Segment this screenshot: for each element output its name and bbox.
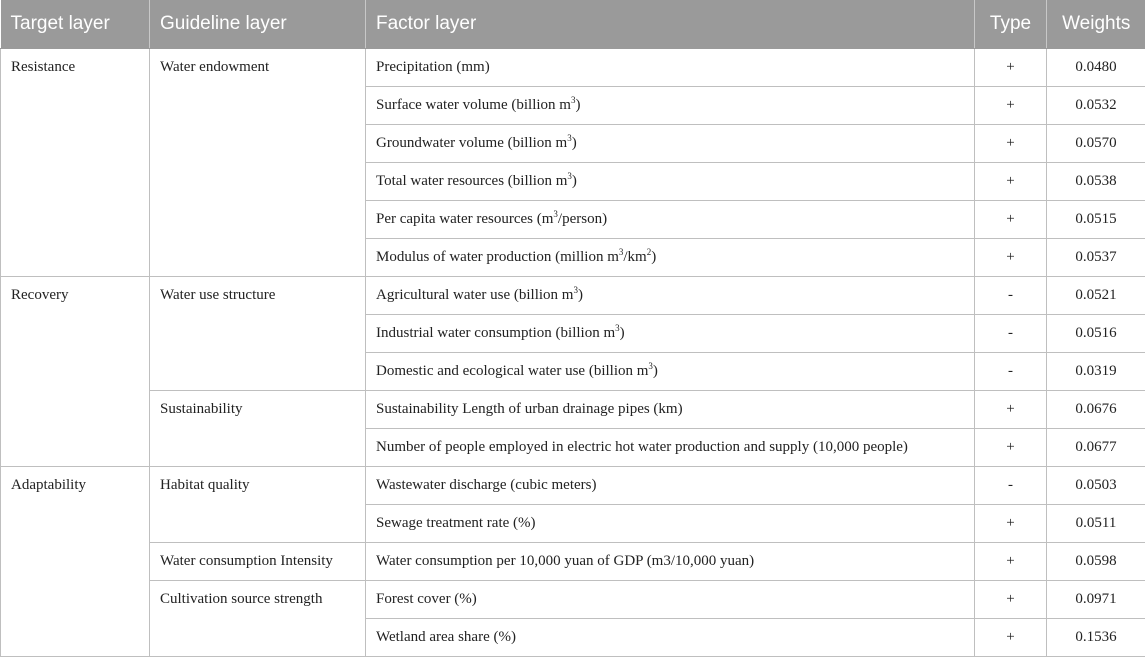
type-cell: + xyxy=(975,162,1047,200)
factor-cell xyxy=(366,504,975,542)
factor-cell xyxy=(366,466,975,504)
table-row xyxy=(1,390,1145,428)
superscript: 3 xyxy=(573,284,578,295)
factor-cell xyxy=(366,162,975,200)
target-cell: Resistance xyxy=(1,48,150,276)
factor-cell xyxy=(366,200,975,238)
table-row xyxy=(1,276,1145,314)
guideline-cell: Habitat quality xyxy=(150,466,366,542)
factor-cell xyxy=(366,390,975,428)
weight-cell: 0.0503 xyxy=(1047,466,1145,504)
factor-text-end: ) xyxy=(619,324,625,341)
weight-cell: 0.0511 xyxy=(1047,504,1145,542)
weight-cell: 0.0521 xyxy=(1047,276,1145,314)
factor-text: Sewage treatment rate (%) xyxy=(376,514,536,531)
factor-text-end: ) xyxy=(571,172,577,189)
factor-cell xyxy=(366,48,975,86)
factor-text-end: ) xyxy=(575,96,581,113)
guideline-cell: Cultivation source strength xyxy=(150,580,366,656)
guideline-cell: Water use structure xyxy=(150,276,366,390)
header-guideline-layer: Guideline layer xyxy=(150,0,366,48)
type-cell: + xyxy=(975,200,1047,238)
factor-text: Agricultural water use (billion m xyxy=(376,286,574,303)
table-row xyxy=(1,542,1145,580)
factor-cell xyxy=(366,314,975,352)
weight-cell: 0.1536 xyxy=(1047,618,1145,656)
factor-text: Forest cover (%) xyxy=(376,590,477,607)
factor-cell xyxy=(366,238,975,276)
guideline-cell: Water consumption Intensity xyxy=(150,542,366,580)
weight-cell: 0.0516 xyxy=(1047,314,1145,352)
type-cell: + xyxy=(975,542,1047,580)
table-row xyxy=(1,580,1145,618)
table-row xyxy=(1,466,1145,504)
factor-text: Modulus of water production (million m xyxy=(376,248,619,265)
factor-text: Total water resources (billion m xyxy=(376,172,568,189)
factor-text-end: ) xyxy=(651,248,657,265)
factor-text: Industrial water consumption (billion m xyxy=(376,324,616,341)
weight-cell: 0.0677 xyxy=(1047,428,1145,466)
superscript: 3 xyxy=(553,208,558,219)
factor-text: Water consumption per 10,000 yuan of GDP (m3/10,000 yuan) xyxy=(376,552,755,569)
superscript: 3 xyxy=(618,246,624,257)
guideline-cell: Water endowment xyxy=(150,48,366,276)
factor-cell xyxy=(366,580,975,618)
superscript: 3 xyxy=(648,360,653,371)
factor-text: Groundwater volume (billion m xyxy=(376,134,568,151)
superscript: 3 xyxy=(615,322,620,333)
header-weights: Weights xyxy=(1047,0,1145,48)
factor-text: Surface water volume (billion m xyxy=(376,96,571,113)
type-cell: - xyxy=(975,276,1047,314)
factor-text-end: ) xyxy=(652,362,658,379)
superscript: 2 xyxy=(646,246,652,257)
superscript: 3 xyxy=(567,170,572,181)
target-cell: Adaptability xyxy=(1,466,150,656)
header-row xyxy=(1,0,1145,48)
factor-text: Sustainability Length of urban drainage pipes (km) xyxy=(376,400,683,417)
superscript: 3 xyxy=(567,132,572,143)
factor-text-mid: /km xyxy=(623,248,647,265)
weight-cell: 0.0538 xyxy=(1047,162,1145,200)
weight-cell: 0.0537 xyxy=(1047,238,1145,276)
weight-cell: 0.0480 xyxy=(1047,48,1145,86)
factor-text: Domestic and ecological water use (billion m xyxy=(376,362,649,379)
type-cell: + xyxy=(975,618,1047,656)
weight-cell: 0.0532 xyxy=(1047,86,1145,124)
type-cell: + xyxy=(975,124,1047,162)
weight-cell: 0.0515 xyxy=(1047,200,1145,238)
factor-text: Wastewater discharge (cubic meters) xyxy=(376,476,597,493)
type-cell: + xyxy=(975,504,1047,542)
header-target-layer: Target layer xyxy=(1,0,150,48)
header-type: Type xyxy=(975,0,1047,48)
factor-text-end: /person) xyxy=(557,210,608,227)
factor-cell xyxy=(366,86,975,124)
weight-cell: 0.0971 xyxy=(1047,580,1145,618)
factor-cell xyxy=(366,352,975,390)
factor-text-end: ) xyxy=(577,286,583,303)
factor-cell xyxy=(366,124,975,162)
factor-cell xyxy=(366,276,975,314)
type-cell: + xyxy=(975,48,1047,86)
factor-cell xyxy=(366,428,975,466)
superscript: 3 xyxy=(570,94,576,105)
type-cell: - xyxy=(975,466,1047,504)
type-cell: - xyxy=(975,314,1047,352)
guideline-cell: Sustainability xyxy=(150,390,366,466)
type-cell: + xyxy=(975,580,1047,618)
factor-text: Number of people employed in electric hot water production and supply (10,000 people) xyxy=(376,438,908,455)
factor-cell xyxy=(366,618,975,656)
table-row xyxy=(1,48,1145,86)
type-cell: - xyxy=(975,352,1047,390)
type-cell: + xyxy=(975,390,1047,428)
weight-cell: 0.0598 xyxy=(1047,542,1145,580)
factor-text: Per capita water resources (m xyxy=(376,210,554,227)
factor-cell xyxy=(366,542,975,580)
type-cell: + xyxy=(975,86,1047,124)
factor-text: Precipitation (mm) xyxy=(376,58,490,75)
target-cell: Recovery xyxy=(1,276,150,466)
weight-cell: 0.0676 xyxy=(1047,390,1145,428)
factor-text-end: ) xyxy=(571,134,577,151)
type-cell: + xyxy=(975,428,1047,466)
type-cell: + xyxy=(975,238,1047,276)
weight-cell: 0.0570 xyxy=(1047,124,1145,162)
factor-text: Wetland area share (%) xyxy=(376,628,516,645)
header-factor-layer: Factor layer xyxy=(366,0,975,48)
weight-cell: 0.0319 xyxy=(1047,352,1145,390)
